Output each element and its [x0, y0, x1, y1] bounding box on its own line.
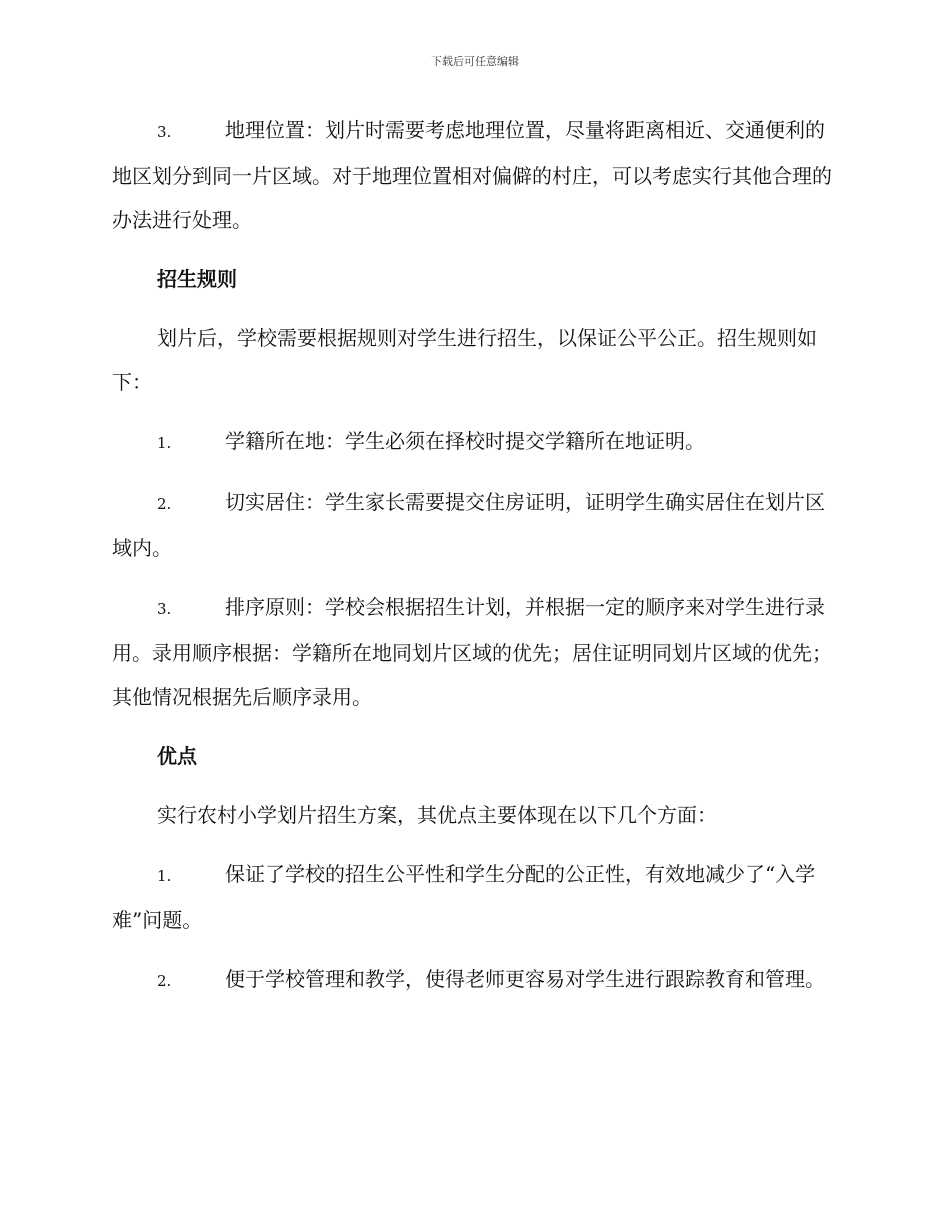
list-item-actual-residence [112, 480, 834, 570]
list-item-text: 保证了学校的招生公平性和学生分配的公正性，有效地减少了“入学难”问题。 [112, 862, 816, 932]
section-heading-advantages: 优点 [157, 744, 197, 768]
page-header: 下载后可任意编辑 [431, 55, 519, 68]
list-number: 1. [157, 867, 172, 885]
list-number: 3. [157, 600, 172, 618]
list-item-fairness [112, 852, 834, 942]
list-item-school-registration [112, 419, 834, 465]
document-body [112, 108, 834, 1018]
list-number: 3. [157, 123, 172, 141]
list-item-text: 排序原则：学校会根据招生计划，并根据一定的顺序来对学生进行录用。录用顺序根据：学籍所在地同划片区域的优先；居住证明同划片区域的优先；其他情况根据先后顺序录用。 [112, 595, 832, 709]
paragraph-enrollment-intro: 划片后，学校需要根据规则对学生进行招生，以保证公平公正。招生规则如下： [112, 326, 817, 394]
section-heading-enrollment-rules: 招生规则 [157, 267, 237, 291]
list-item-text: 学籍所在地：学生必须在择校时提交学籍所在地证明。 [225, 429, 705, 453]
list-number: 2. [157, 495, 172, 513]
list-item-management [112, 957, 834, 1003]
list-number: 1. [157, 434, 172, 452]
list-item-geo-location [112, 108, 834, 242]
list-item-text: 便于学校管理和教学，使得老师更容易对学生进行跟踪教育和管理。 [225, 967, 825, 991]
list-item-text: 切实居住：学生家长需要提交住房证明，证明学生确实居住在划片区域内。 [112, 490, 825, 560]
list-item-ordering-principle [112, 585, 834, 719]
list-number: 2. [157, 972, 172, 990]
paragraph-advantages-intro: 实行农村小学划片招生方案，其优点主要体现在以下几个方面： [157, 803, 717, 827]
list-item-text: 地理位置：划片时需要考虑地理位置，尽量将距离相近、交通便利的地区划分到同一片区域。对于地理位置相对偏僻的村庄，可以考虑实行其他合理的办法进行处理。 [112, 118, 832, 232]
